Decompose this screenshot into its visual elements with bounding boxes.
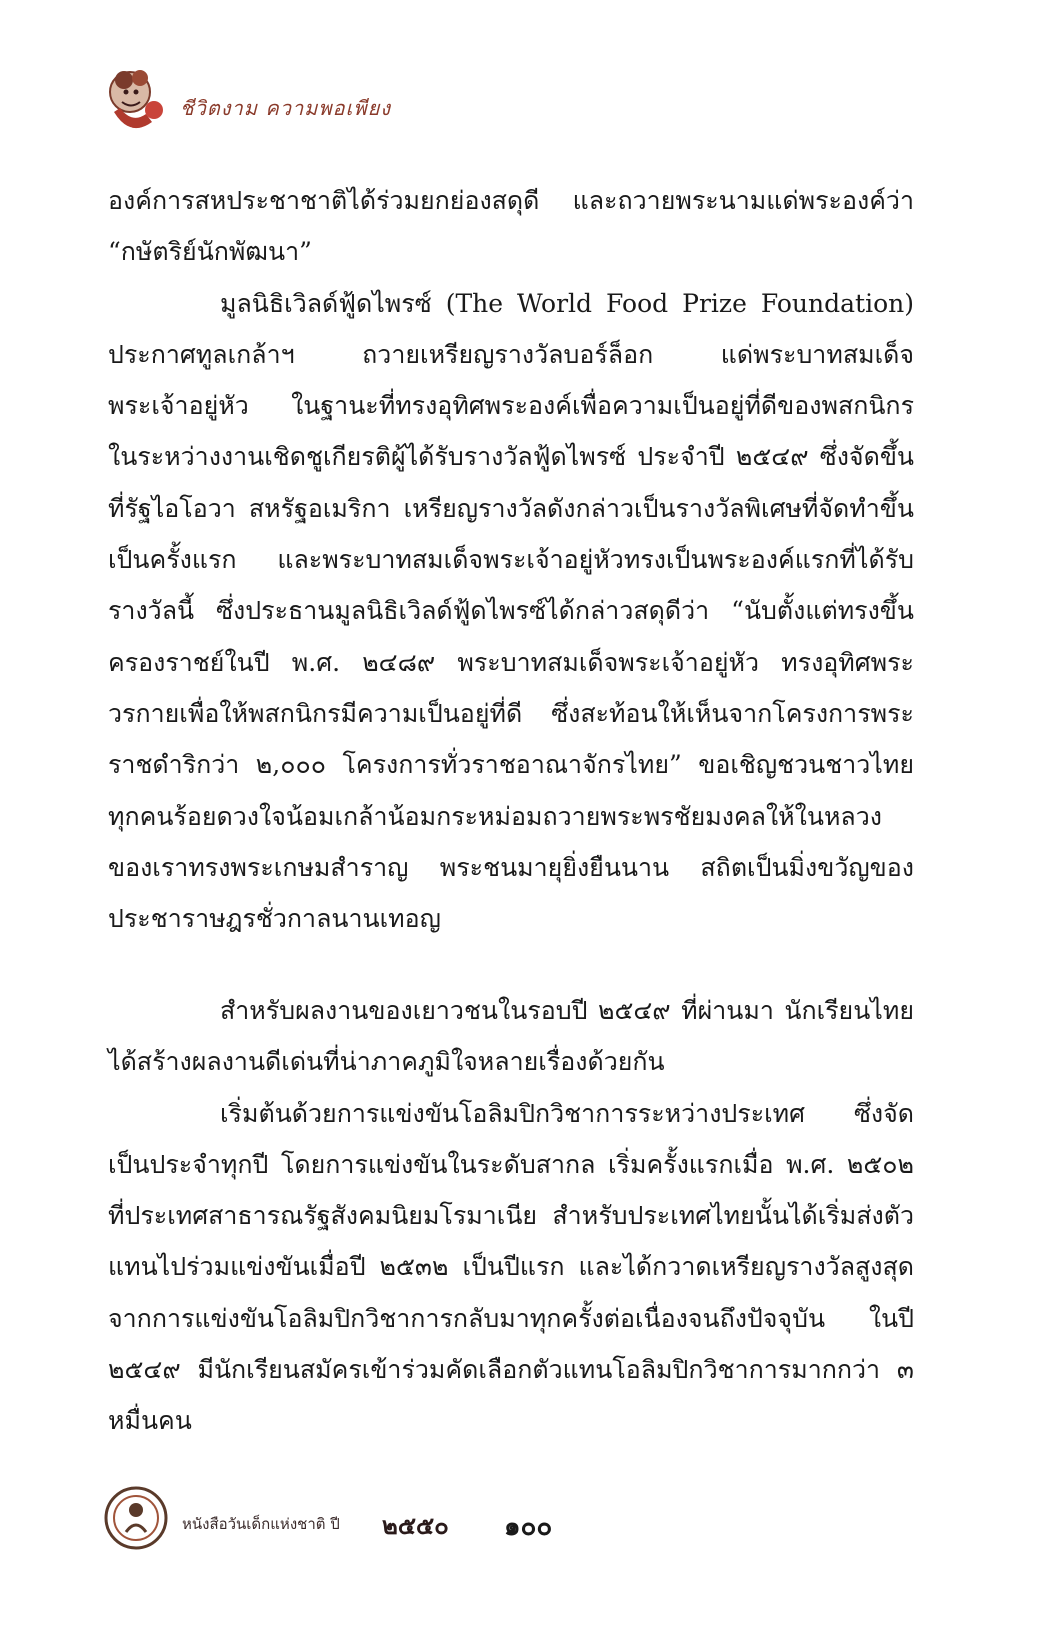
body-text-block [108,985,914,1447]
running-header-title: ชีวิตงาม ความพอเพียง [180,96,392,120]
body-text-block [108,175,914,944]
page-header [100,62,520,142]
childrens-day-seal-icon [100,1478,178,1556]
paragraph: เริ่มต้นด้วยการแข่งขันโอลิมปิกวิชาการระหว่างประเทศ ซึ่งจัดเป็นประจำทุกปี โดยการแข่งขันในระดับสากล เริ่มครั้งแรกเมื่อ พ.ศ. ๒๕๐๒ ที่ประเทศสาธารณรัฐสังคมนิยมโรมาเนีย สำหรับประเทศไทยนั้นได้เริ่มส่งตัวแทนไปร่วมแข่งขันเมื่อปี ๒๕๓๒ เป็นปีแรก และได้กวาดเหรียญรางวัลสูงสุดจากการแข่งขันโอลิมปิกวิชาการกลับมาทุกครั้งต่อเนื่องจนถึงปัจจุบัน ในปี ๒๕๔๙ มีนักเรียนสมัครเข้าร่วมคัดเลือกตัวแทนโอลิมปิกวิชาการมากกว่า ๓ หมื่นคน [108,1098,914,1436]
mascot-logo-icon [100,62,178,140]
paragraph: มูลนิธิเวิลด์ฟู้ดไพรซ์ (The World Food Prize Foundation) ประกาศทูลเกล้าฯ ถวายเหรียญรางวัลบอร์ล็อก แด่พระบาทสมเด็จพระเจ้าอยู่หัว ในฐานะที่ทรงอุทิศพระองค์เพื่อความเป็นอยู่ที่ดีของพสกนิกร ในระหว่างงานเชิดชูเกียรติผู้ได้รับรางวัลฟู้ดไพรซ์ ประจำปี ๒๕๔๙ ซึ่งจัดขึ้นที่รัฐไอโอวา สหรัฐอเมริกา เหรียญรางวัลดังกล่าวเป็นรางวัลพิเศษที่จัดทำขึ้นเป็นครั้งแรก และพระบาทสมเด็จพระเจ้าอยู่หัวทรงเป็นพระองค์แรกที่ได้รับรางวัลนี้ ซึ่งประธานมูลนิธิเวิลด์ฟู้ดไพรซ์ได้กล่าวสดุดีว่า “นับตั้งแต่ทรงขึ้นครองราชย์ในปี พ.ศ. ๒๔๘๙ พระบาทสมเด็จพระเจ้าอยู่หัว ทรงอุทิศพระวรกายเพื่อให้พสกนิกรมีความเป็นอยู่ที่ดี ซึ่งสะท้อนให้เห็นจากโครงการพระราชดำริกว่า ๒,๐๐๐ โครงการทั่วราชอาณาจักรไทย” ขอเชิญชวนชาวไทยทุกคนร้อยดวงใจน้อมเกล้าน้อมกระหม่อมถวายพระพรชัยมงคลให้ในหลวงของเราทรงพระเกษมสำราญ พระชนมายุยิ่งยืนนาน สถิตเป็นมิ่งขวัญของประชาราษฎรชั่วกาลนานเทอญ [108,288,914,934]
page-number: ๑๐๐ [504,1512,553,1542]
paragraph: สำหรับผลงานของเยาวชนในรอบปี ๒๕๔๙ ที่ผ่านมา นักเรียนไทยได้สร้างผลงานดีเด่นที่น่าภาคภูมิใจหลายเรื่องด้วยกัน [108,996,914,1077]
page-footer [100,1478,960,1558]
footer-year: ๒๕๕๐ [382,1511,449,1540]
footer-book-title: หนังสือวันเด็กแห่งชาติ ปี [182,1515,340,1533]
paragraph: องค์การสหประชาชาติได้ร่วมยกย่องสดุดี และถวายพระนามแด่พระองค์ว่า “กษัตริย์นักพัฒนา” [108,186,914,267]
